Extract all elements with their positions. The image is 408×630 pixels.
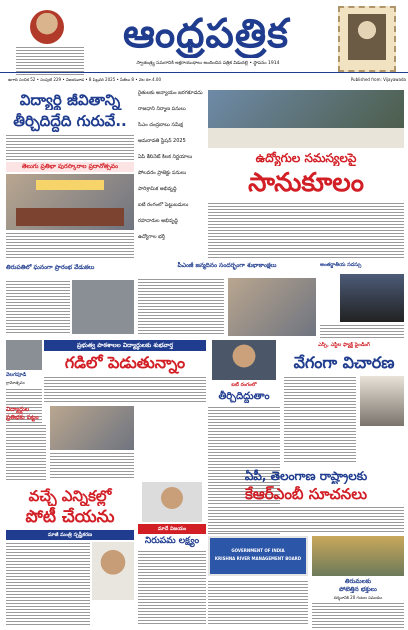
list-item: పోలవరం ప్రాజెక్టు పనులు <box>138 170 187 176</box>
list-item: రైతులకు అన్యాయం జరగకూడదు <box>138 90 203 96</box>
mid-story <box>138 262 316 338</box>
left-small-title: వెలగపూడి <box>6 372 27 378</box>
mid-story-title: పీఎంజీ జన్మదినం సందర్భంగా శుభాకాంక్షలు <box>177 262 277 269</box>
main-story-photo <box>208 90 404 148</box>
bottom-mid-headline: నిరుపమ లక్ష్యం <box>144 536 200 546</box>
award-photo <box>50 406 134 450</box>
bottom-right-sub: దర్శనానికి 20 గంటల సమయం <box>333 595 383 600</box>
center2-portrait <box>212 340 276 380</box>
list-item: ఉద్యోగాల భర్తీ <box>138 234 165 240</box>
right2-headline: వేగంగా విచారణ <box>293 353 395 372</box>
bottom-left-body <box>6 542 90 626</box>
award-caption <box>50 452 134 480</box>
bottom-banner <box>208 468 404 628</box>
wide-banner-body <box>44 376 206 404</box>
list-item: అమరావతి స్టేషన్ 2025 <box>138 138 186 144</box>
list-item: సీఎం చంద్రబాబు సమీక్ష <box>138 122 183 128</box>
wide-banner <box>44 340 206 404</box>
main-story-body <box>208 202 404 260</box>
masthead <box>0 0 408 86</box>
left-red-story <box>6 406 134 480</box>
masthead-info: ఉగాది సంచిక 52 • సంపుటి 229 • విజయవాడ • 8 ఫిబ్రవరి 2025 • పేజీలు 8 • వెల రూ.4.00 <box>8 77 162 82</box>
bottom-left-story <box>6 482 134 628</box>
krmb-sign <box>208 536 308 576</box>
bottom-banner-bullets <box>208 506 404 532</box>
published-from: Published from: Vijayawada <box>350 77 406 82</box>
bottom-mid-body <box>138 550 206 626</box>
right-mid-title: అంతర్జాతీయ సదస్సు <box>320 262 362 268</box>
left-mid-title: తిరుపతిలో ఘనంగా ప్రారంభ వేడుకలు <box>6 264 95 271</box>
right2-kicker: ఎస్సీ, ఎస్టీల ఫ్యాక్ట్ ఫైండింగ్ <box>318 342 370 348</box>
left-subhead: తెలుగు ప్రతిభా పురస్కారాల ప్రదానోత్సవం <box>6 162 134 172</box>
left-red-body <box>6 424 46 480</box>
list-item: పారిశ్రామిక అభివృద్ధి <box>138 186 177 192</box>
wide-banner-kicker: ప్రభుత్వ పాఠశాలల విద్యార్థులకు శుభవార్త <box>44 340 206 351</box>
center2-kicker: ఐటీ రంగంలో <box>231 382 257 388</box>
krmb-sign-line1: GOVERNMENT OF INDIA <box>231 548 285 553</box>
left-red-title-2: ప్రతిభకు పట్టం <box>6 414 39 421</box>
bottom-right-story <box>312 536 404 628</box>
left-mid-story <box>6 264 134 336</box>
main-story <box>208 88 404 260</box>
mid-story-body <box>138 278 224 336</box>
left-mid-body <box>6 280 70 334</box>
wide-banner-headline: గడిలో పెడుతున్నాం <box>64 353 186 372</box>
bottom-banner-body <box>208 580 308 626</box>
photo-caption <box>6 232 134 258</box>
right-mid-story <box>320 262 404 338</box>
list-item: రాజధాని నిర్మాణ పనులు <box>138 106 186 112</box>
bottom-right-body <box>312 602 404 628</box>
right2-story <box>284 342 404 466</box>
list-item: ఐటీ రంగంలో పెట్టుబడులు <box>138 202 189 208</box>
masthead-tagline: స్వాతంత్ర్య సమరానికి అక్షరాయుధాలు అందించిన పత్రిక విడుదల్లి • స్థాపనం 1914 <box>136 61 280 66</box>
left-top-story <box>6 88 134 260</box>
center2-headline: తీర్చిదిద్దుతాం <box>218 391 270 402</box>
founder-portrait <box>30 10 64 44</box>
right-mid-photo <box>340 274 404 322</box>
bottom-left-headline-2: పోటీ చేయను <box>25 507 115 527</box>
krmb-sign-line2: KRISHNA RIVER MANAGEMENT BOARD <box>214 556 302 561</box>
left-body-text <box>6 134 134 160</box>
temple-photo <box>312 536 404 576</box>
list-item: రహదారుల అభివృద్ధి <box>138 218 178 224</box>
bottom-right-title-2: పోటెత్తిన భక్తులు <box>339 586 377 593</box>
event-stage-photo <box>6 174 134 230</box>
bottom-left-photo <box>92 542 134 600</box>
right2-photo <box>360 376 404 426</box>
right-mid-body <box>320 324 404 338</box>
left-headline-2: తీర్చిదిద్దేది గురువే.. <box>13 112 127 130</box>
list-item: ఏపీ కేబినెట్ కీలక నిర్ణయాలు <box>138 154 193 160</box>
left-headline-1: విద్యార్థి జీవితాన్ని <box>19 91 121 109</box>
bottom-left-sub: మాజీ మంత్రి స్పష్టీకరణ <box>6 530 134 540</box>
bottom-mid-kicker: మాదే విజయం <box>138 524 206 534</box>
left-small-label: గ్రామోత్సవం <box>6 380 25 385</box>
left-mid-photo <box>72 280 134 334</box>
left-small-photo <box>6 340 42 370</box>
center-bullet-list <box>138 88 206 262</box>
mid-story-photo <box>228 278 316 336</box>
bottom-banner-headline-1: ఏపీ, తెలంగాణ రాష్ట్రాలకు <box>244 469 368 483</box>
main-story-kicker: ఉద్యోగుల సమస్యలపై <box>255 151 357 165</box>
bottom-banner-headline-2: కేఆర్ఎంబీ సూచనలు <box>244 485 368 503</box>
right2-body <box>284 376 356 464</box>
main-story-headline: సానుకూలం <box>248 168 364 198</box>
bottom-left-headline-1: వచ్చే ఎన్నికల్లో <box>28 487 112 505</box>
masthead-rule <box>0 72 408 73</box>
masthead-title: ఆంధ్రపత్రిక <box>122 10 290 57</box>
bottom-right-title-1: తిరుమలకు <box>344 578 372 585</box>
left-red-title-1: విద్యార్థుల <box>6 406 30 413</box>
bottom-mid-story <box>138 482 206 628</box>
stamp-image <box>338 6 396 72</box>
bottom-mid-photo <box>142 482 202 522</box>
